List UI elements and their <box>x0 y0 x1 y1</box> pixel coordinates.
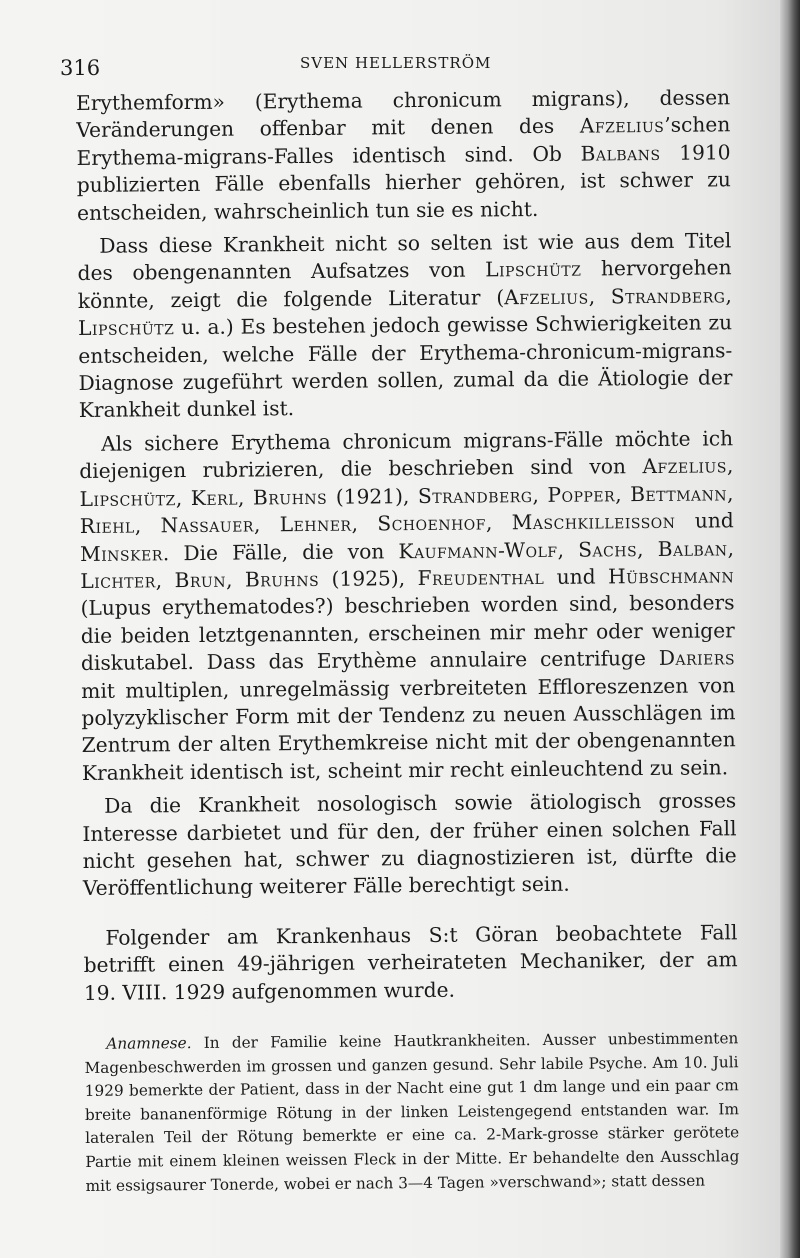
paragraph-2: Dass diese Krankheit nicht so selten ist wie aus dem Titel des obengenannten Aufsatzes von Lipschütz hervorgehen könnte, zeigt die folgende Literatur (Afzelius, Strandberg, Lipschütz u. a.) Es bestehen jedoch gewisse Schwierigkeiten zu entscheiden, welche Fälle der Erythema-chronicum-migrans-Diagnose zugeführt werden sollen, zumal da die Ätiologie der Krankheit dunkel ist. <box>77 228 733 423</box>
paragraph-5: Folgender am Krankenhaus S:t Göran beobachtete Fall betrifft einen 49-jährigen verheirateten Mechaniker, der am 19. VIII. 1929 aufgenommen wurde. <box>83 920 738 1005</box>
anamnese-text: In der Familie keine Hautkrankheiten. Ausser unbestimmenten Magenbeschwerden im grossen und ganzen gesund. Sehr labile Psyche. Am 10. Juli 1929 bemerkte der Patient, dass in der Nacht eine gut 1 dm lange und ein paar cm breite bananenförmige Rötung in der linken Leistengegend entstanden war. Im lateralen Teil der Rötung bemerkte er eine ca. 2-Mark-grosse stärker gerötete Partie mit einem kleinen weissen Fleck in der Mitte. Er behandelte den Ausschlag mit essigsaurer Tonerde, wobei er nach 3—4 Tagen »verschwand»; statt dessen <box>84 1029 740 1195</box>
book-spine-shadow <box>780 0 800 1258</box>
page-body <box>76 84 740 1198</box>
paragraph-1: Erythemform» (Erythema chronicum migrans), dessen Veränderungen offenbar mit denen des Afzelius’schen Erythema-migrans-Falles identisch sind. Ob Balbans 1910 publizierten Fälle ebenfalls hierher gehören, ist schwer zu entscheiden, wahrscheinlich tun sie es nicht. <box>76 85 731 225</box>
anamnese-paragraph <box>84 1027 739 1198</box>
paragraph-3: Als sichere Erythema chronicum migrans-Fälle möchte ich diejenigen rubrizieren, die beschrieben sind von Afzelius, Lipschütz, Kerl, Bruhns (1921), Strandberg, Popper, Bettmann, Riehl, Nassauer, Lehner, Schoenhof, Maschkilleisson und Minsker. Die Fälle, die von Kaufmann-Wolf, Sachs, Balban, Lichter, Brun, Bruhns (1925), Freudenthal und Hübschmann (Lupus erythematodes?) beschrieben worden sind, besonders die beiden letztgenannten, erscheinen mir mehr oder weniger diskutabel. Dass das Erythème annulaire centrifuge Dariers mit multiplen, unregelmässig verbreiteten Effloreszenzen von polyzyklischer Form mit der Tendenz zu neuen Ausschlägen im Zentrum der alten Erythemkreise nicht mit der obengenannten Krankheit identisch ist, scheint mir recht einleuchtend zu sein. <box>79 426 736 785</box>
page-number: 316 <box>60 56 101 80</box>
anamnese-label: Anamnese. <box>106 1034 192 1053</box>
page-header <box>60 52 728 82</box>
running-title: SVEN HELLERSTRÖM <box>300 54 492 72</box>
anamnese-section <box>84 1027 739 1198</box>
paragraph-4: Da die Krankheit nosologisch sowie ätiologisch grosses Interesse darbietet und für den, der früher einen solchen Fall nicht gesehen hat, schwer zu diagnostizieren ist, dürfte die Veröffentlichung weiterer Fälle berechtigt sein. <box>82 788 737 901</box>
